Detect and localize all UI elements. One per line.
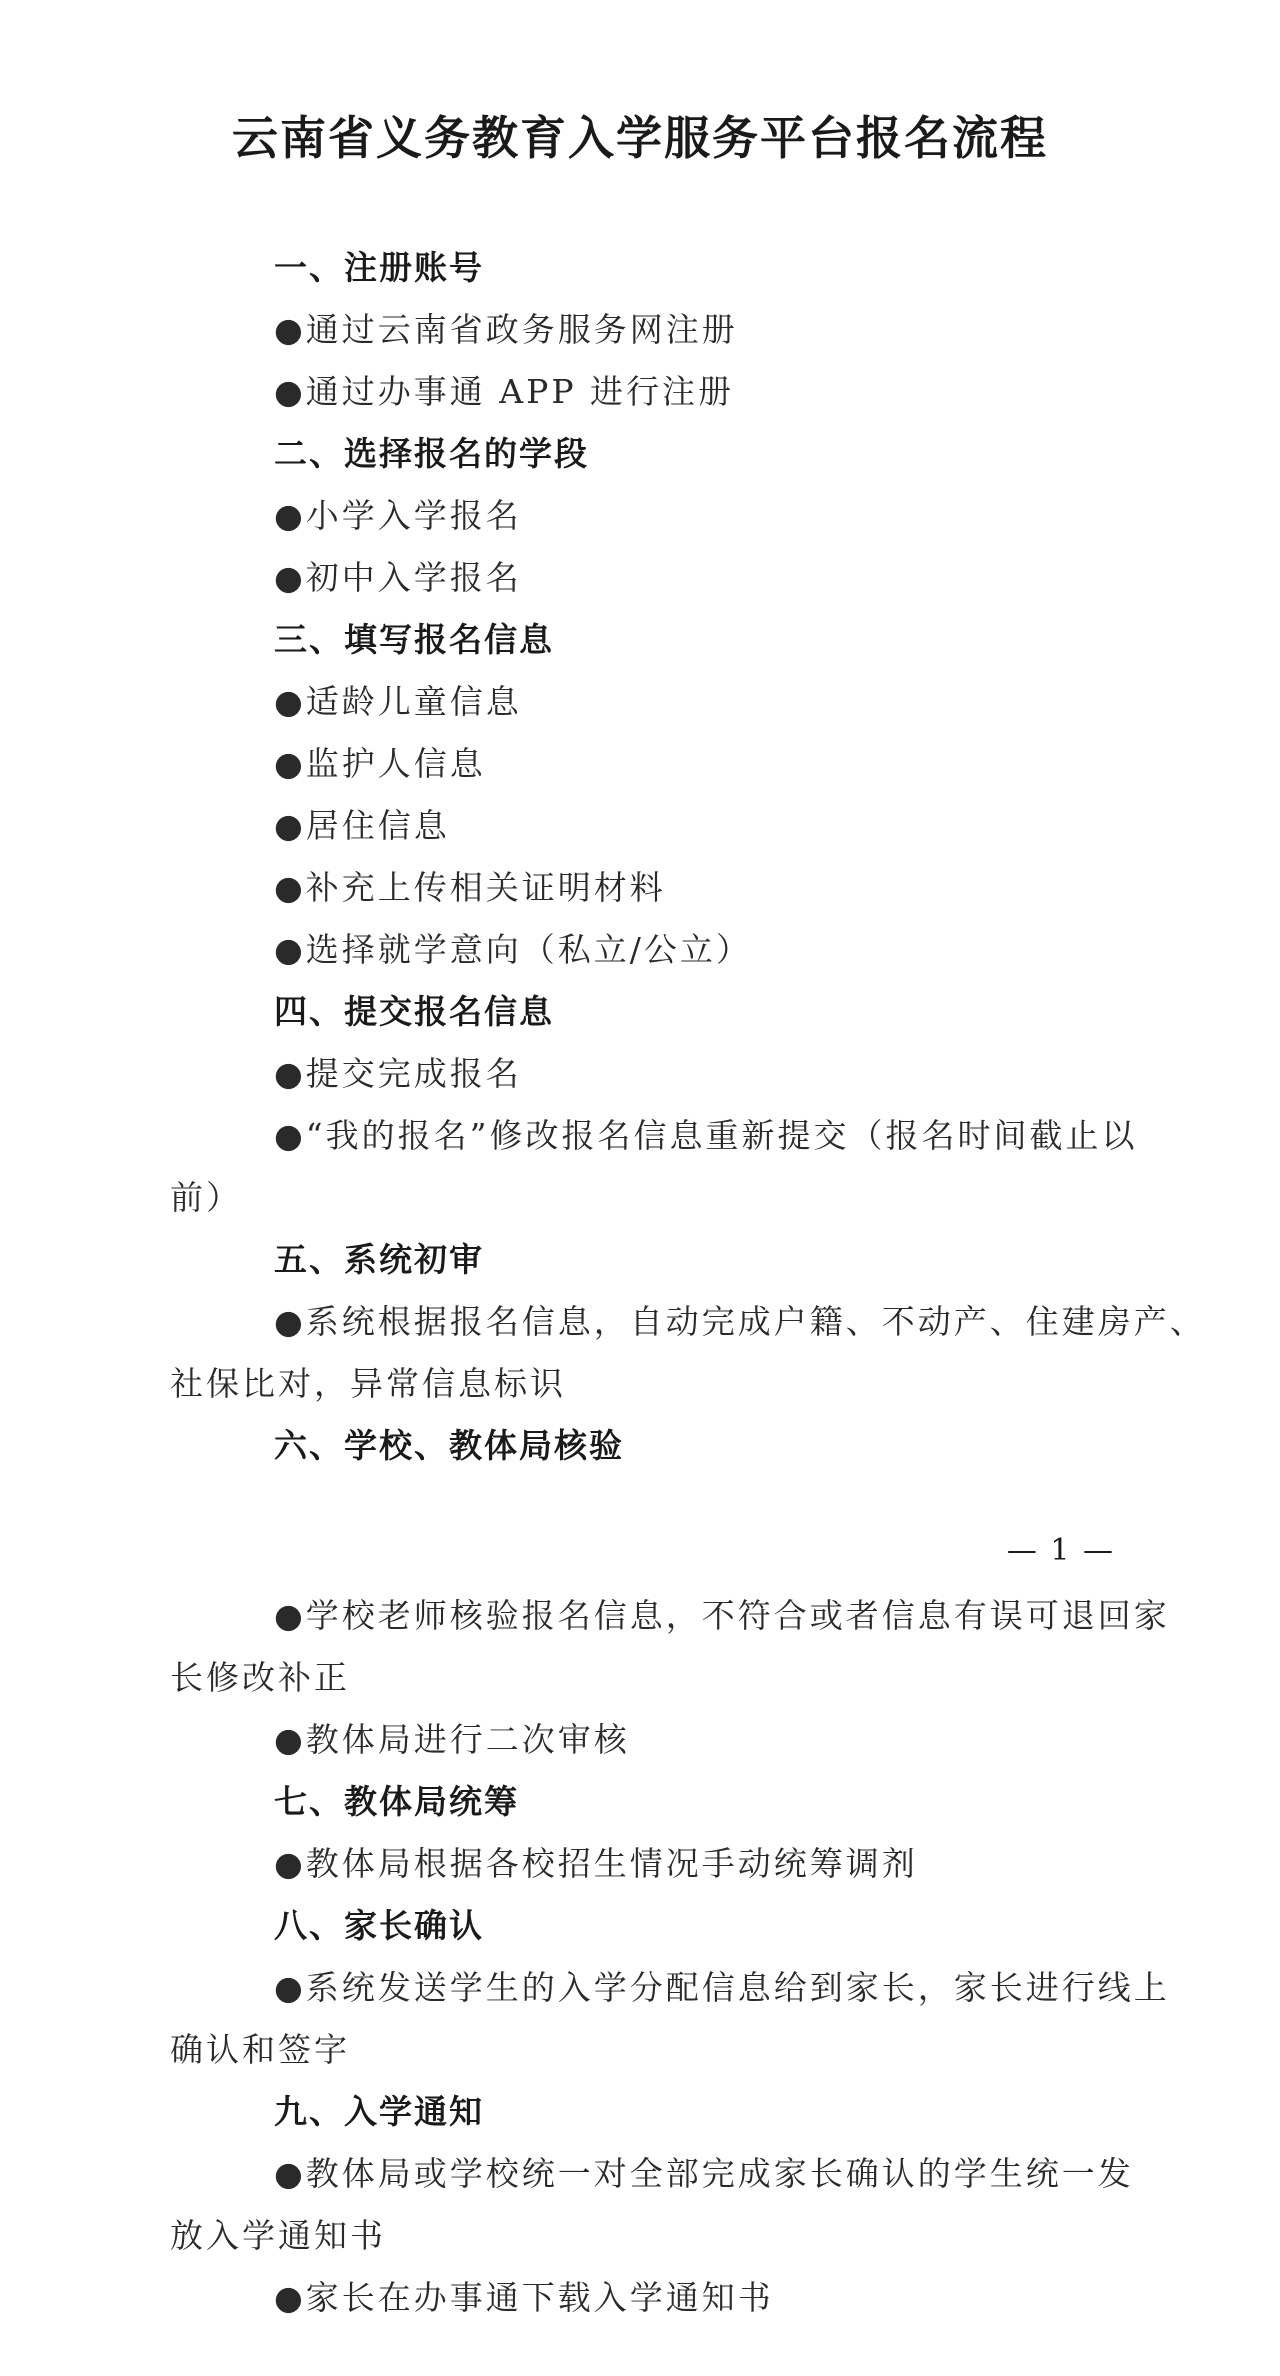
section-heading-verification: 六、学校、教体局核验 bbox=[274, 1426, 624, 1465]
section-heading-parent-confirm: 八、家长确认 bbox=[274, 1906, 484, 1945]
bullet-item: ●补充上传相关证明材料 bbox=[274, 868, 666, 907]
bullet-item: ●初中入学报名 bbox=[274, 558, 522, 597]
bullet-item-continuation: 确认和签字 bbox=[170, 2030, 350, 2069]
section-heading-initial-review: 五、系统初审 bbox=[274, 1240, 484, 1279]
bullet-item: ●居住信息 bbox=[274, 806, 450, 845]
bullet-item: ●家长在办事通下载入学通知书 bbox=[274, 2278, 774, 2317]
bullet-item: ●适龄儿童信息 bbox=[274, 682, 522, 721]
section-heading-coordination: 七、教体局统筹 bbox=[274, 1782, 519, 1821]
bullet-item-continuation: 长修改补正 bbox=[170, 1658, 350, 1697]
bullet-item: ●小学入学报名 bbox=[274, 496, 522, 535]
page-number: — 1 — bbox=[1006, 1533, 1115, 1568]
document-title: 云南省义务教育入学服务平台报名流程 bbox=[232, 111, 1048, 165]
bullet-item-continuation: 放入学通知书 bbox=[170, 2216, 386, 2255]
bullet-item: ●学校老师核验报名信息，不符合或者信息有误可退回家 bbox=[274, 1596, 1170, 1635]
bullet-item: ●教体局进行二次审核 bbox=[274, 1720, 630, 1759]
bullet-item: ●通过云南省政务服务网注册 bbox=[274, 310, 738, 349]
section-heading-register: 一、注册账号 bbox=[274, 248, 484, 287]
section-heading-admission-notice: 九、入学通知 bbox=[274, 2092, 484, 2131]
bullet-item: ●教体局根据各校招生情况手动统筹调剂 bbox=[274, 1844, 918, 1883]
section-heading-fill-info: 三、填写报名信息 bbox=[274, 620, 554, 659]
bullet-item: ●选择就学意向（私立/公立） bbox=[274, 930, 752, 969]
bullet-item: ●系统根据报名信息，自动完成户籍、不动产、住建房产、 bbox=[274, 1302, 1206, 1341]
section-heading-submit: 四、提交报名信息 bbox=[274, 992, 554, 1031]
bullet-item: ●通过办事通 APP 进行注册 bbox=[274, 372, 735, 411]
bullet-item: ●系统发送学生的入学分配信息给到家长，家长进行线上 bbox=[274, 1968, 1170, 2007]
bullet-item: ●提交完成报名 bbox=[274, 1054, 522, 1093]
section-heading-stage: 二、选择报名的学段 bbox=[274, 434, 589, 473]
bullet-item: ●“我的报名”修改报名信息重新提交（报名时间截止以 bbox=[274, 1116, 1138, 1155]
bullet-item-continuation: 社保比对，异常信息标识 bbox=[170, 1364, 566, 1403]
bullet-item: ●监护人信息 bbox=[274, 744, 486, 783]
bullet-item: ●教体局或学校统一对全部完成家长确认的学生统一发 bbox=[274, 2154, 1134, 2193]
bullet-item-continuation: 前） bbox=[170, 1178, 242, 1217]
